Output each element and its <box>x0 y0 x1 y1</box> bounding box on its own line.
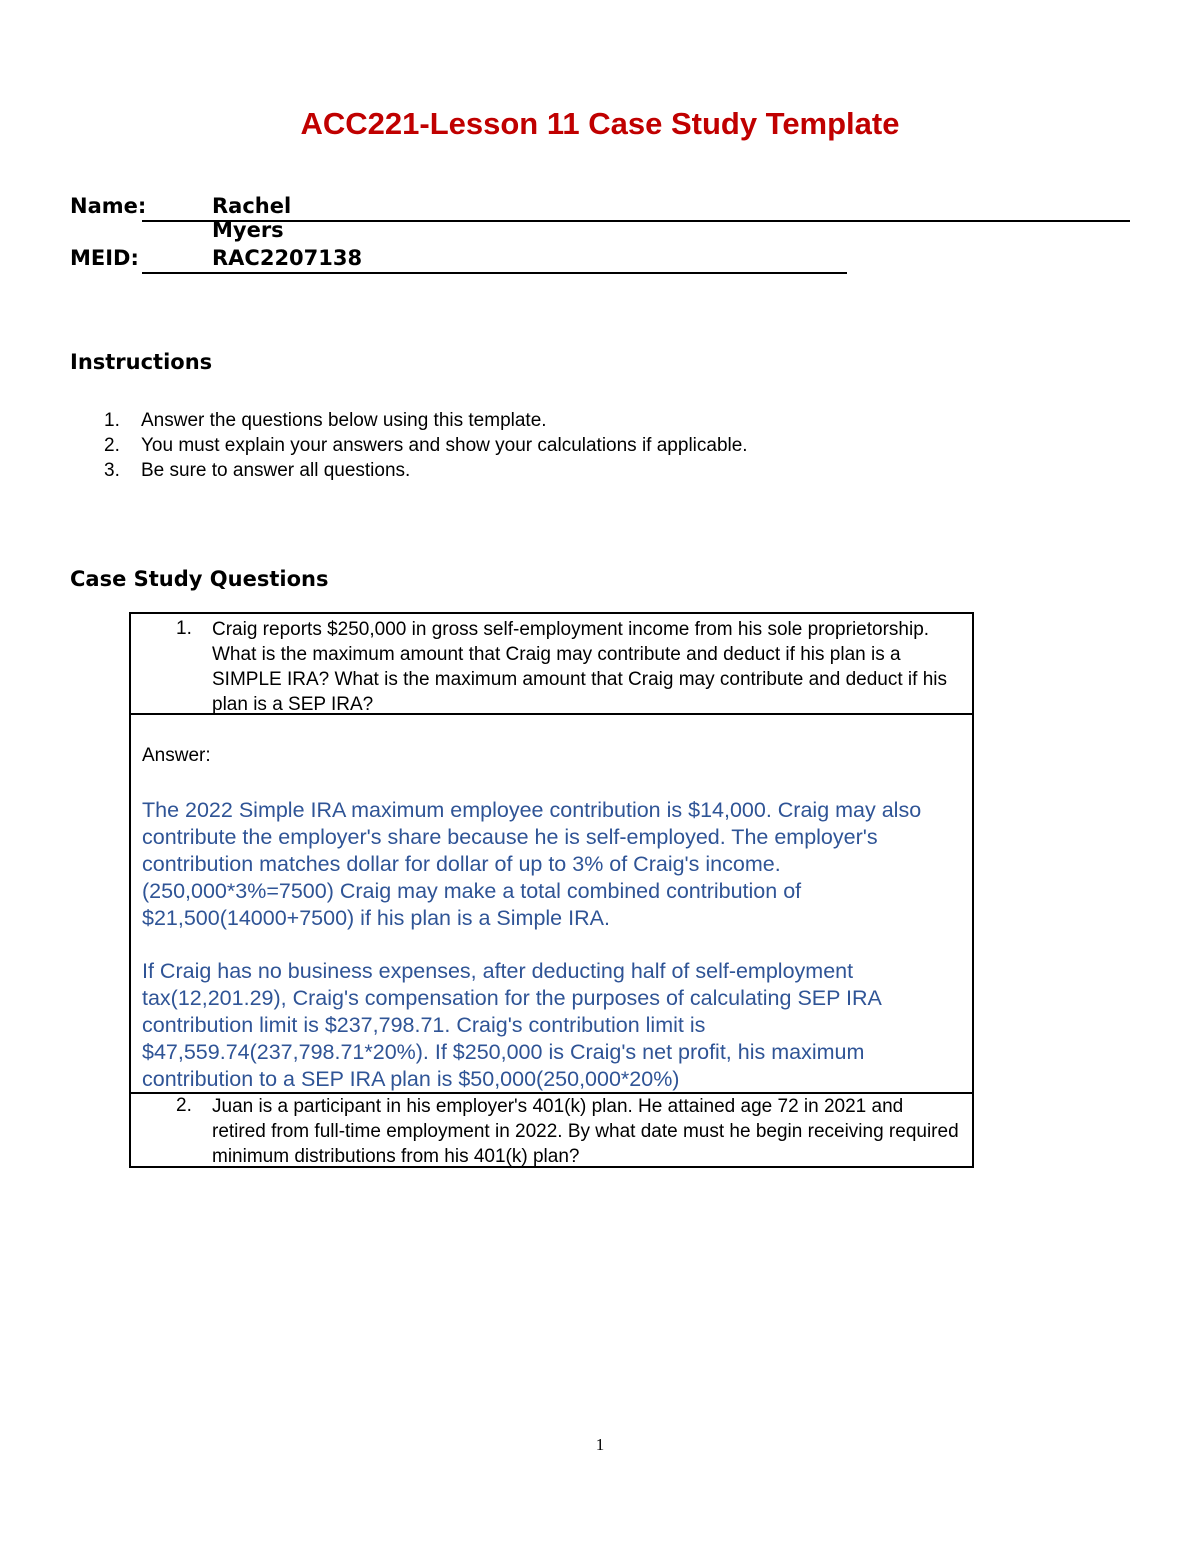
question-1-cell <box>129 612 974 715</box>
list-item-text: Be sure to answer all questions. <box>141 460 411 481</box>
question-1-number: 1. <box>176 618 192 639</box>
name-value: Rachel Myers <box>212 194 292 242</box>
name-label: Name: <box>70 194 147 218</box>
question-2-text: Juan is a participant in his employer's 401(k) plan. He attained age 72 in 2021 and retired from full-time employment in 2022. By what date must he begin receiving required minimum distributions from his 401(k) plan? <box>212 1096 959 1167</box>
questions-heading: Case Study Questions <box>70 567 329 591</box>
name-field <box>70 194 292 242</box>
question-2-cell <box>129 1092 974 1168</box>
answer-label: Answer: <box>142 745 211 766</box>
meid-value: RAC2207138 <box>212 246 363 270</box>
question-1-text: Craig reports $250,000 in gross self-employment income from his sole proprietorship. What is the maximum amount that Craig may contribute and deduct if his plan is a SIMPLE IRA? What is the maximum amount that Craig may contribute and deduct if his plan is a SEP IRA? <box>212 619 947 715</box>
list-item-number: 1. <box>104 410 120 431</box>
page-number: 1 <box>595 1435 605 1454</box>
list-item-number: 3. <box>104 460 120 481</box>
answer-1-cell <box>129 713 974 1094</box>
meid-field <box>70 246 363 270</box>
answer-paragraph-1: The 2022 Simple IRA maximum employee contribution is $14,000. Craig may also contribute the employer's share because he is self-employed. The employer's contribution matches dollar for dollar of up to 3% of Craig's income. (250,000*3%=7500) Craig may make a total combined contribution of $21,500(14000+7500) if his plan is a Simple IRA. <box>142 798 922 930</box>
list-item-number: 2. <box>104 435 120 456</box>
instructions-heading: Instructions <box>70 350 213 374</box>
meid-label: MEID: <box>70 246 139 270</box>
document-title: ACC221-Lesson 11 Case Study Template <box>300 106 900 141</box>
answer-paragraph-2: If Craig has no business expenses, after deducting half of self-employment tax(12,201.29), Craig's compensation for the purposes of calculating SEP IRA contribution limit is $237,798.71. Craig's contribution limit is $47,559.74(237,798.71*20%). If $250,000 is Craig's net profit, his maximum contribution to a SEP IRA plan is $50,000(250,000*20%) <box>142 959 881 1091</box>
question-2-number: 2. <box>176 1095 192 1116</box>
list-item-text: You must explain your answers and show your calculations if applicable. <box>141 435 748 456</box>
list-item-text: Answer the questions below using this template. <box>141 410 547 431</box>
